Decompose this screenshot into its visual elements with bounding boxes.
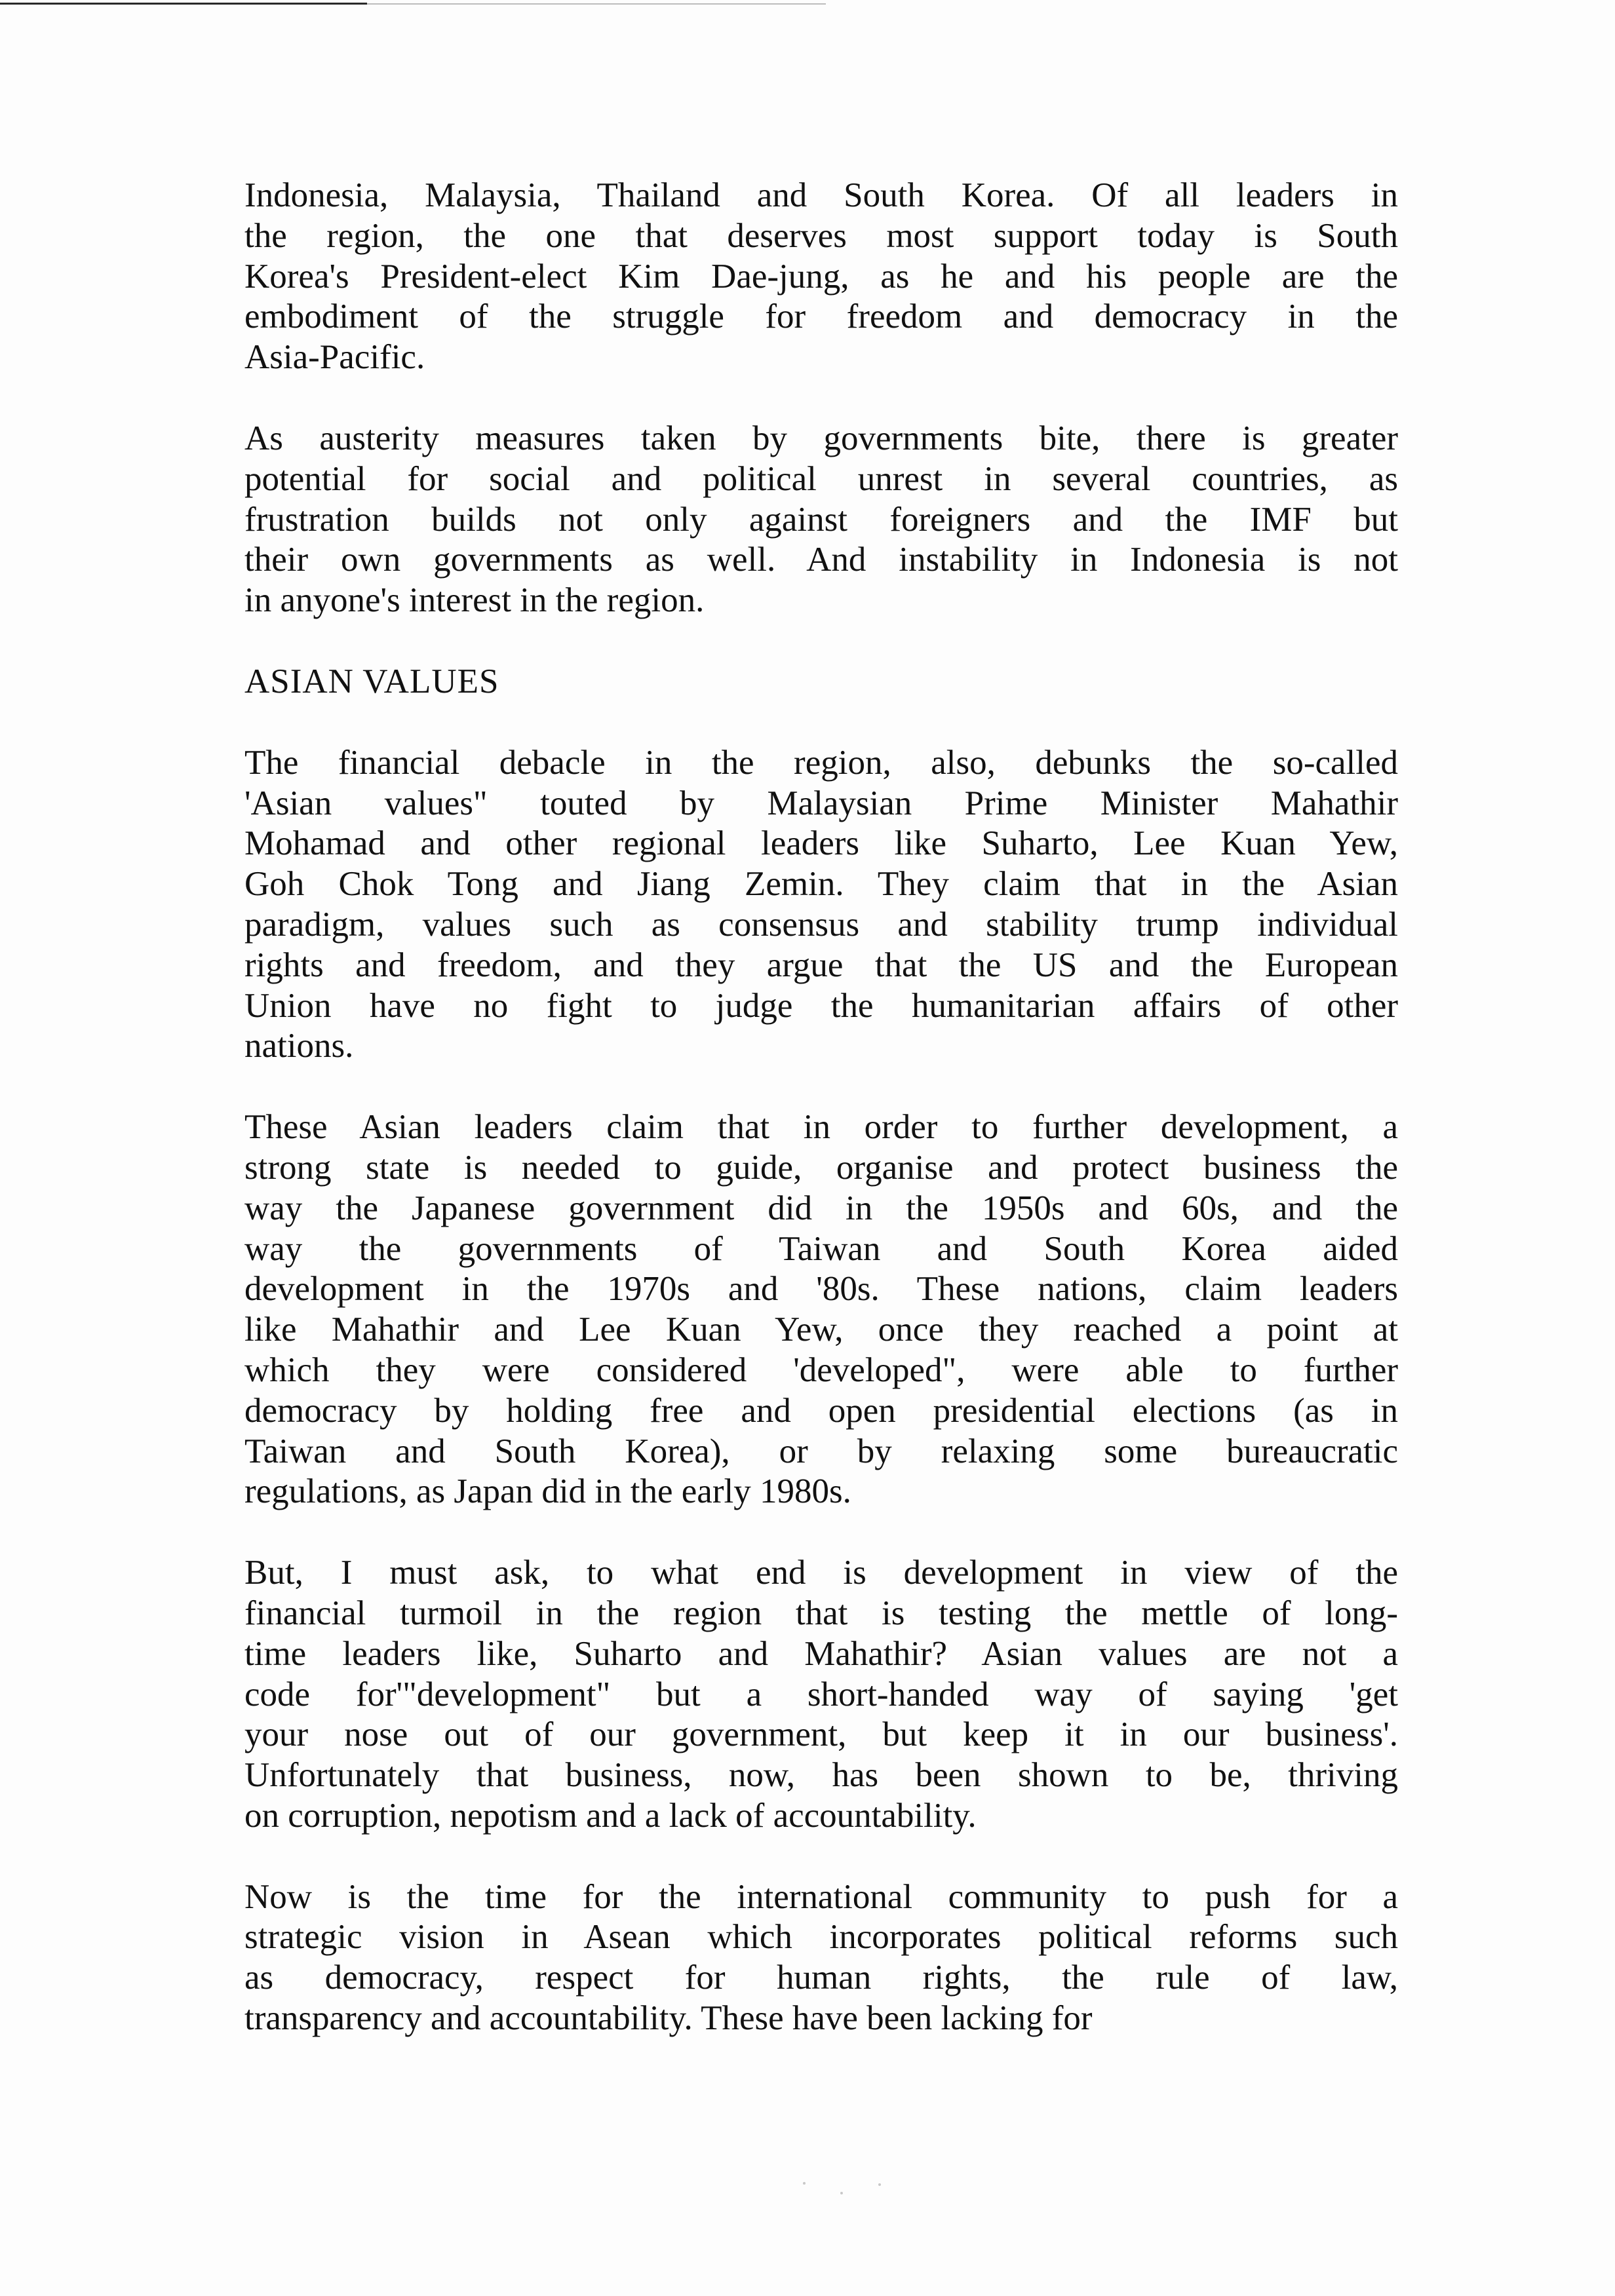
section-heading: ASIAN VALUES	[244, 662, 499, 700]
paragraph	[244, 1877, 1398, 2039]
text-line: your nose out of our government, but keep it in our business'.	[244, 1715, 1398, 1754]
document-body	[244, 176, 1398, 2080]
scan-top-rule-faint	[367, 3, 826, 5]
text-line: democracy by holding free and open presidential elections (as in	[244, 1391, 1398, 1430]
text-line: time leaders like, Suharto and Mahathir? Asian values are not a	[244, 1634, 1398, 1673]
text-line: regulations, as Japan did in the early 1980s.	[244, 1472, 851, 1511]
paragraph	[244, 176, 1398, 378]
text-line: way the governments of Taiwan and South Korea aided	[244, 1229, 1398, 1268]
text-line: like Mahathir and Lee Kuan Yew, once they reached a point at	[244, 1311, 1398, 1349]
paragraph	[244, 743, 1398, 1067]
text-line: in anyone's interest in the region.	[244, 581, 705, 620]
paragraph	[244, 1107, 1398, 1512]
text-line: nations.	[244, 1027, 354, 1065]
scan-speck	[878, 2183, 881, 2186]
text-line: Union have no fight to judge the humanitarian affairs of other	[244, 986, 1398, 1025]
text-line: Taiwan and South Korea), or by relaxing some bureaucratic	[244, 1432, 1398, 1470]
text-line: as democracy, respect for human rights, the rule of law,	[244, 1959, 1398, 1997]
text-line: potential for social and political unrest in several countries, as	[244, 459, 1398, 498]
text-line: code for'"development" but a short-handed way of saying 'get	[244, 1675, 1398, 1713]
text-line: As austerity measures taken by governments bite, there is greater	[244, 419, 1398, 457]
text-line: Goh Chok Tong and Jiang Zemin. They claim that in the Asian	[244, 865, 1398, 904]
text-line: embodiment of the struggle for freedom and democracy in the	[244, 297, 1398, 336]
text-line: paradigm, values such as consensus and stability trump individual	[244, 905, 1398, 944]
text-line: Mohamad and other regional leaders like Suharto, Lee Kuan Yew,	[244, 824, 1398, 863]
text-line: Indonesia, Malaysia, Thailand and South Korea. Of all leaders in	[244, 176, 1398, 214]
paragraph	[244, 419, 1398, 621]
scan-speck	[840, 2192, 843, 2194]
text-line: way the Japanese government did in the 1950s and 60s, and the	[244, 1189, 1398, 1227]
text-line: But, I must ask, to what end is development in view of the	[244, 1554, 1398, 1592]
text-line: strong state is needed to guide, organise and protect business the	[244, 1148, 1398, 1187]
text-line: Now is the time for the international community to push for a	[244, 1877, 1398, 1916]
text-line: Asia-Pacific.	[244, 338, 425, 377]
text-line: on corruption, nepotism and a lack of accountability.	[244, 1796, 977, 1835]
text-line: Korea's President-elect Kim Dae-jung, as he and his people are the	[244, 257, 1398, 296]
text-line: transparency and accountability. These have been lacking for	[244, 1999, 1093, 2038]
text-line: The financial debacle in the region, also, debunks the so-called	[244, 743, 1398, 782]
text-line: strategic vision in Asean which incorporates political reforms such	[244, 1918, 1398, 1957]
scan-speck	[803, 2182, 806, 2185]
text-line: their own governments as well. And instability in Indonesia is not	[244, 541, 1398, 579]
text-line: which they were considered 'developed", were able to further	[244, 1350, 1398, 1389]
text-line: rights and freedom, and they argue that the US and the European	[244, 946, 1398, 984]
paragraph	[244, 1553, 1398, 1837]
scan-top-rule	[0, 3, 367, 5]
text-line: frustration builds not only against foreigners and the IMF but	[244, 500, 1398, 539]
text-line: the region, the one that deserves most support today is South	[244, 216, 1398, 255]
text-line: 'Asian values" touted by Malaysian Prime Minister Mahathir	[244, 784, 1398, 822]
text-line: financial turmoil in the region that is testing the mettle of long-	[244, 1594, 1398, 1632]
text-line: These Asian leaders claim that in order to further development, a	[244, 1108, 1398, 1147]
text-line: Unfortunately that business, now, has been shown to be, thriving	[244, 1756, 1398, 1795]
text-line: development in the 1970s and '80s. These nations, claim leaders	[244, 1270, 1398, 1309]
